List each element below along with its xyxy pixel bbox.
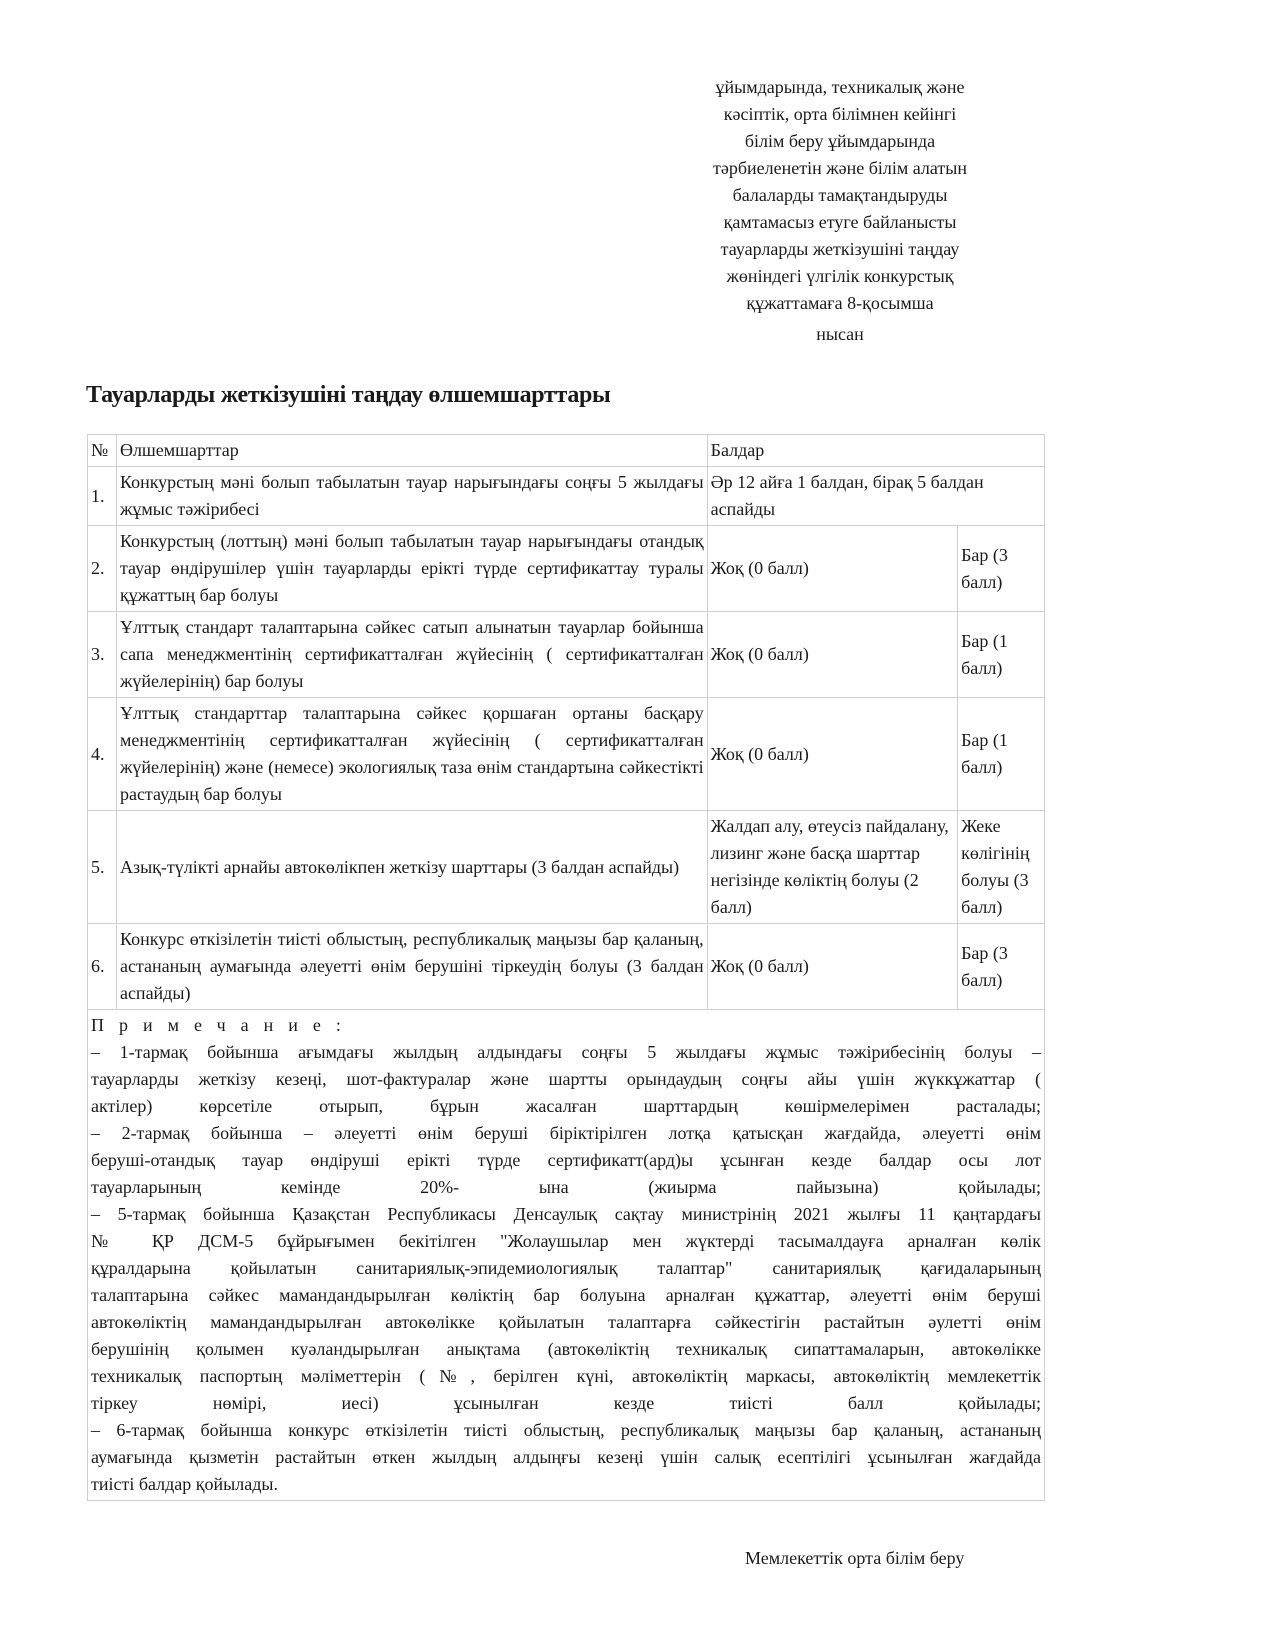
form-label: нысан bbox=[816, 324, 864, 344]
note-line: талаптарына сәйкес мамандандырылған көліктің бар болуына арналған құжаттар, әлеуетті өнім беруші bbox=[91, 1285, 1041, 1305]
note-line: құралдарына қойылатын санитариялық-эпидемиологиялық талаптар" санитариялық қағидаларының bbox=[91, 1258, 1041, 1278]
note-line: аумағында қызметін растайтын өткен жылдың алдыңғы кезеңі үшін салық есептілігі ұсынылған жағдайда bbox=[91, 1447, 1041, 1467]
row-num: 4. bbox=[88, 698, 117, 811]
header-line: білім беру ұйымдарында bbox=[744, 131, 936, 151]
row-criteria: Азық-түлікті арнайы автокөлікпен жеткізу шарттары (3 балдан аспайды) bbox=[116, 811, 707, 924]
row-points-yes: Бар (1 балл) bbox=[958, 698, 1045, 811]
row-num: 3. bbox=[88, 612, 117, 698]
header-line: кәсіптік, орта білімнен кейінгі bbox=[723, 104, 957, 124]
table-row bbox=[88, 526, 1045, 612]
row-points-yes: Бар (3 балл) bbox=[958, 526, 1045, 612]
row-num: 6. bbox=[88, 924, 117, 1010]
row-points-no: Жалдап алу, өтеусіз пайдалану, лизинг және басқа шарттар негізінде көліктің болуы (2 балл) bbox=[707, 811, 957, 924]
table-row bbox=[88, 467, 1045, 526]
header-num: № bbox=[88, 435, 117, 467]
note-line: берушінің қолымен куәландырылған анықтама (автокөліктің техникалық сипаттамаларын, автокөлікке bbox=[91, 1339, 1041, 1359]
header-block bbox=[690, 74, 990, 348]
header-line: тәрбиеленетін және білім алатын bbox=[712, 158, 968, 178]
row-criteria: Конкурстың (лоттың) мәні болып табылатын тауар нарығындағы отандық тауар өндірушілер үшін тауарларды ерікті түрде сертификаттау туралы құжаттың бар болуы bbox=[116, 526, 707, 612]
row-points-yes: Бар (1 балл) bbox=[958, 612, 1045, 698]
table-row bbox=[88, 612, 1045, 698]
header-points: Балдар bbox=[707, 435, 1044, 467]
header-line: тауарларды жеткізушіні таңдау bbox=[720, 239, 960, 259]
row-criteria: Конкурстың мәні болып табылатын тауар нарығындағы соңғы 5 жылдағы жұмыс тәжірибесі bbox=[116, 467, 707, 526]
note-line: – 6-тармақ бойынша конкурс өткізілетін тиісті облыстың, республикалық маңызы бар қаланың, астананың bbox=[91, 1420, 1041, 1440]
row-points-no: Жоқ (0 балл) bbox=[707, 924, 957, 1010]
row-points: Әр 12 айға 1 балдан, бірақ 5 балдан аспайды bbox=[707, 467, 1044, 526]
row-points-yes: Бар (3 балл) bbox=[958, 924, 1045, 1010]
header-line: ұйымдарында, техникалық және bbox=[715, 77, 965, 97]
header-line: құжаттамаға 8-қосымша bbox=[746, 293, 934, 313]
row-points-no: Жоқ (0 балл) bbox=[707, 698, 957, 811]
header-line: қамтамасыз етуге байланысты bbox=[723, 212, 957, 232]
note-line: техникалық паспортың мәліметтерін (№, берілген күні, автокөліктің маркасы, автокөліктің мемлекеттік bbox=[91, 1366, 1041, 1386]
notes-cell bbox=[88, 1010, 1045, 1501]
header-criteria: Өлшемшарттар bbox=[116, 435, 707, 467]
note-line: № ҚР ДСМ-5 бұйрығымен бекітілген "Жолаушылар мен жүктерді тасымалдауға арналған көлік bbox=[91, 1231, 1041, 1251]
row-points-no: Жоқ (0 балл) bbox=[707, 526, 957, 612]
footer-text: Мемлекеттік орта білім беру bbox=[745, 1548, 965, 1568]
note-line: тауарларының кемінде 20%- ына (жиырма пайызына) қойылады; bbox=[91, 1177, 1041, 1197]
table-row bbox=[88, 924, 1045, 1010]
header-line: балаларды тамақтандыруды bbox=[732, 185, 948, 205]
note-line: тауарларды жеткізу кезеңі, шот-фактуралар және шартты орындаудың соңғы айы үшін жүккұжаттар ( bbox=[91, 1069, 1041, 1089]
row-points-no: Жоқ (0 балл) bbox=[707, 612, 957, 698]
table-row bbox=[88, 811, 1045, 924]
header-line: жөніндегі үлгілік конкурстық bbox=[726, 266, 954, 286]
row-num: 1. bbox=[88, 467, 117, 526]
row-criteria: Ұлттық стандарттар талаптарына сәйкес қоршаған ортаны басқару менеджментінің сертификатталған жүйесінің ( сертификатталған жүйелерінің) және (немесе) экологиялық таза өнім стандартына сәйкестікті растаудың бар болуы bbox=[116, 698, 707, 811]
row-criteria: Ұлттық стандарт талаптарына сәйкес сатып алынатын тауарлар бойынша сапа менеджментінің сертификатталған жүйесінің ( сертификатталған жүйелерінің) бар болуы bbox=[116, 612, 707, 698]
note-line: тиісті балдар қойылады. bbox=[91, 1474, 278, 1494]
criteria-table bbox=[87, 434, 1045, 1501]
note-line: тіркеу нөмірі, иесі) ұсынылған кезде тиісті балл қойылады; bbox=[91, 1393, 1041, 1413]
table-header-row bbox=[88, 435, 1045, 467]
note-line: – 1-тармақ бойынша ағымдағы жылдың алдындағы соңғы 5 жылдағы жұмыс тәжірибесінің болуы – bbox=[91, 1042, 1041, 1062]
notes-title: Примечание: bbox=[91, 1015, 356, 1035]
table-row bbox=[88, 698, 1045, 811]
note-line: – 5-тармақ бойынша Қазақстан Республикасы Денсаулық сақтау министрінің 2021 жылғы 11 қаңтардағы bbox=[91, 1204, 1041, 1224]
row-num: 2. bbox=[88, 526, 117, 612]
page-title: Тауарларды жеткізушіні таңдау өлшемшарттары bbox=[86, 382, 611, 408]
row-num: 5. bbox=[88, 811, 117, 924]
note-line: актілер) көрсетіле отырып, бұрын жасалған шарттардың көшірмелерімен расталады; bbox=[91, 1096, 1041, 1116]
note-line: – 2-тармақ бойынша – әлеуетті өнім беруші біріктірілген лотқа қатысқан жағдайда, әлеуетті өнім bbox=[91, 1123, 1041, 1143]
notes-row bbox=[88, 1010, 1045, 1501]
note-line: беруші-отандық тауар өндіруші ерікті түрде сертификатт(ард)ы ұсынған кезде балдар осы лот bbox=[91, 1150, 1041, 1170]
row-points-yes: Жеке көлігінің болуы (3 балл) bbox=[958, 811, 1045, 924]
note-line: автокөліктің мамандандырылған автокөлікке қойылатын талаптарға сәйкестігін растайтын әулетті өнім bbox=[91, 1312, 1041, 1332]
row-criteria: Конкурс өткізілетін тиісті облыстың, республикалық маңызы бар қаланың, астананың аумағында әлеуетті өнім берушіні тіркеудің болуы (3 балдан аспайды) bbox=[116, 924, 707, 1010]
